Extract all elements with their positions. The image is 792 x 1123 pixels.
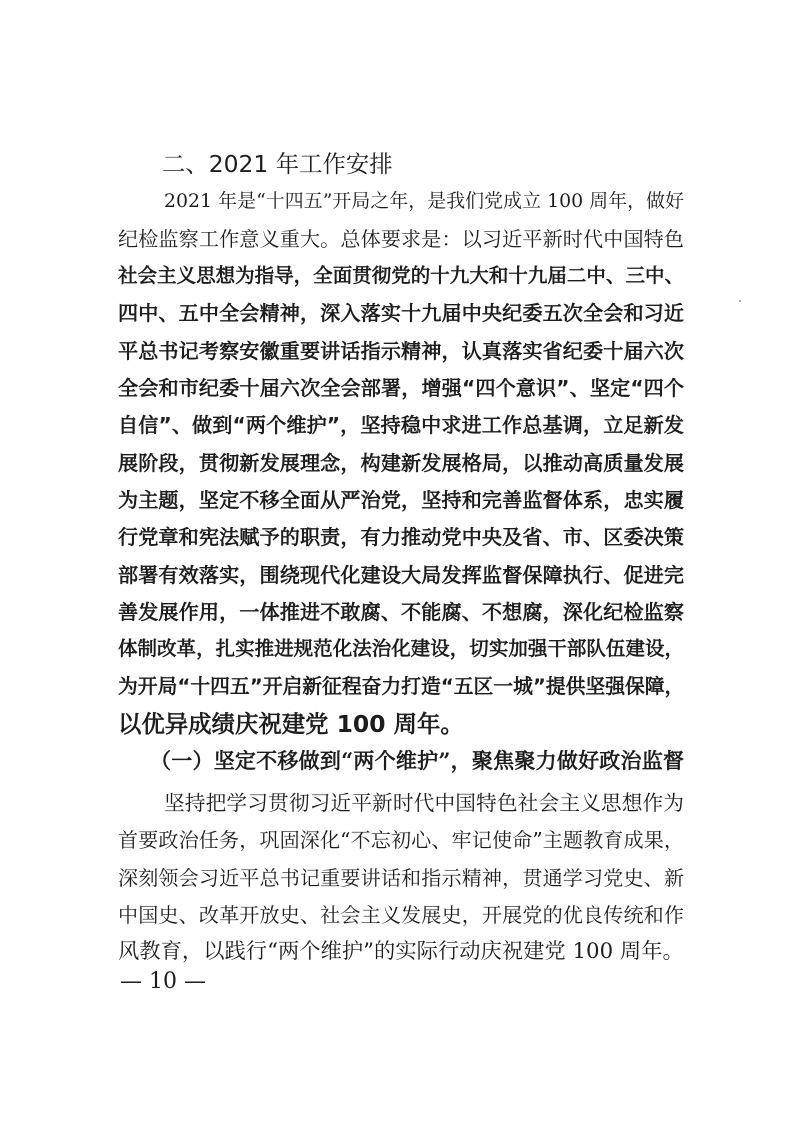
paragraph-line: 社会主义思想为指导，全面贯彻党的十九大和十九届二中、三中、 bbox=[118, 264, 684, 287]
paragraph-line: 体制改革，扎实推进规范化法治化建设，切实加强干部队伍建设， bbox=[118, 637, 684, 660]
section-heading: 二、2021 年工作安排 bbox=[162, 150, 393, 178]
paragraph-line: 为开局“十四五”开启新征程奋力打造“五区一城”提供坚强保障， bbox=[118, 675, 684, 698]
paragraph-line: 自信”、做到“两个维护”，坚持稳中求进工作总基调，立足新发 bbox=[118, 413, 684, 437]
paragraph-line: 部署有效落实，围绕现代化建设大局发挥监督保障执行、促进完 bbox=[118, 563, 684, 587]
paragraph-line: 风教育，以践行“两个维护”的实际行动庆祝建党 100 周年。 bbox=[118, 939, 684, 964]
paragraph-line: 纪检监察工作意义重大。总体要求是：以习近平新时代中国特色 bbox=[118, 227, 684, 251]
subsection-heading: （一）坚定不移做到“两个维护”，聚焦聚力做好政治监督 bbox=[150, 748, 684, 773]
paragraph-line: 为主题，坚定不移全面从严治党，坚持和完善监督体系，忠实履 bbox=[118, 488, 684, 512]
paragraph-line: 全会和市纪委十届六次全会部署，增强“四个意识”、坚定“四个 bbox=[118, 376, 684, 400]
paragraph-line: 首要政治任务，巩固深化“不忘初心、牢记使命”主题教育成果， bbox=[118, 828, 684, 852]
paragraph-line: 中国史、改革开放史、社会主义发展史，开展党的优良传统和作 bbox=[118, 903, 684, 927]
page-number: — 10 — bbox=[120, 969, 206, 994]
paragraph-line: 以优异成绩庆祝建党 100 周年。 bbox=[118, 710, 464, 738]
paragraph-line: 2021 年是“十四五”开局之年，是我们党成立 100 周年，做好 bbox=[164, 190, 684, 212]
paragraph-line: 平总书记考察安徽重要讲话指示精神，认真落实省纪委十届六次 bbox=[118, 339, 684, 363]
paragraph-line: 深刻领会习近平总书记重要讲话和指示精神，贯通学习党史、新 bbox=[118, 866, 684, 890]
paragraph-line: 展阶段，贯彻新发展理念，构建新发展格局，以推动高质量发展 bbox=[118, 451, 684, 475]
paragraph-line: 四中、五中全会精神，深入落实十九届中央纪委五次全会和习近 bbox=[118, 301, 684, 325]
paragraph-line: 善发展作用，一体推进不敢腐、不能腐、不想腐，深化纪检监察 bbox=[118, 600, 684, 624]
scan-speck bbox=[739, 300, 741, 302]
paragraph-line: 坚持把学习贯彻习近平新时代中国特色社会主义思想作为 bbox=[164, 791, 684, 815]
paragraph-line: 行党章和宪法赋予的职责，有力推动党中央及省、市、区委决策 bbox=[118, 525, 684, 549]
